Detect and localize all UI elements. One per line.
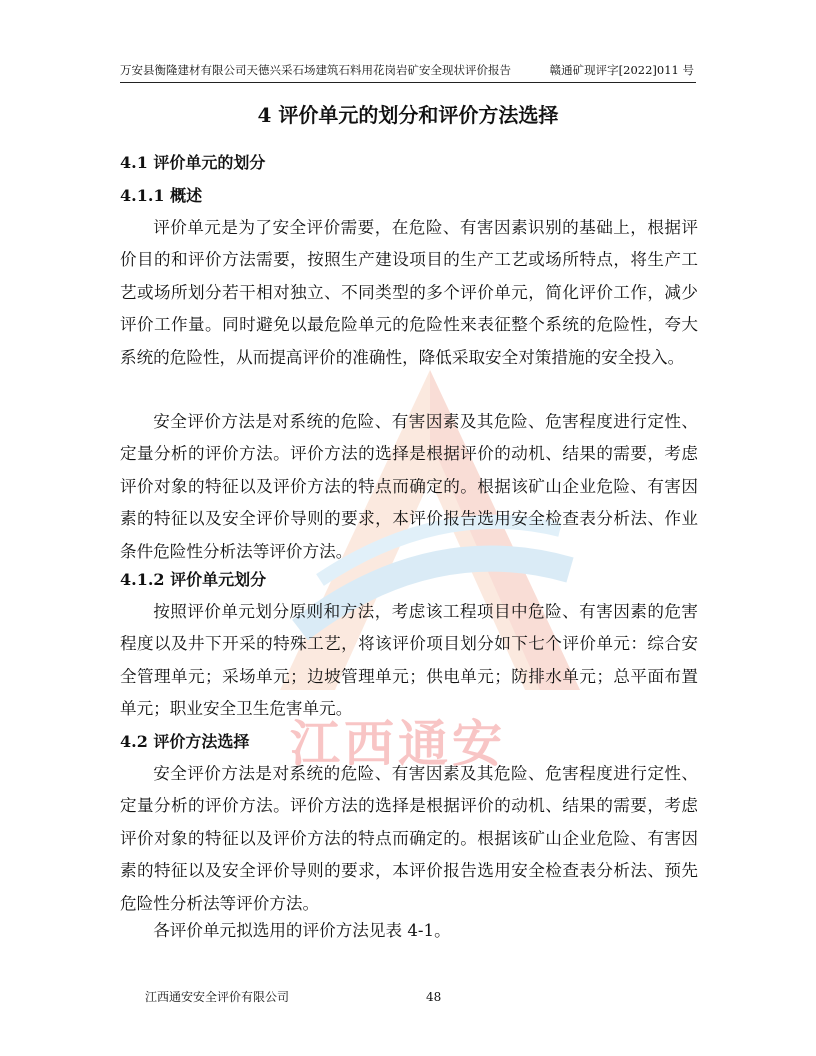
footer-company: 江西通安安全评价有限公司 [145,990,290,1004]
paragraph-method-selection: 安全评价方法是对系统的危险、有害因素及其危险、危害程度进行定性、定量分析的评价方法。评价方法的选择是根据评价的动机、结果的需要，考虑评价对象的特征以及评价方法的特点而确定的。根据该矿山企业危险、有害因素的特征以及安全评价导则的要求，本评价报告选用安全检查表分析法、预先危险性分析法等评价方法。 [120,764,698,913]
paragraph-overview-2: 安全评价方法是对系统的危险、有害因素及其危险、危害程度进行定性、定量分析的评价方法。评价方法的选择是根据评价的动机、结果的需要，考虑评价对象的特征以及评价方法的特点而确定的。根据该矿山企业危险、有害因素的特征以及安全评价导则的要求，本评价报告选用安全检查表分析法、作业条件危险性分析法等评价方法。 [120,412,698,561]
paragraph-table-reference: 各评价单元拟选用的评价方法见表 4-1。 [153,921,451,940]
chapter-title: 4 评价单元的划分和评价方法选择 [257,103,559,127]
section-4-1-heading: 4.1 评价单元的划分 [120,153,266,172]
section-4-1-1-heading: 4.1.1 概述 [120,186,203,205]
watermark-text: 江西通安 [290,715,506,773]
section-4-1-2-heading: 4.1.2 评价单元划分 [120,570,267,589]
page-number: 48 [426,990,442,1004]
page-header [120,60,696,83]
paragraph-overview-1: 评价单元是为了安全评价需要，在危险、有害因素识别的基础上，根据评价目的和评价方法需要，按照生产建设项目的生产工艺或场所特点，将生产工艺或场所划分若干相对独立、不同类型的多个评价单元，简化评价工作，减少评价工作量。同时避免以最危险单元的危险性来表征整个系统的危险性，夸大系统的危险性，从而提高评价的准确性，降低采取安全对策措施的安全投入。 [120,218,698,367]
paragraph-unit-division: 按照评价单元划分原则和方法，考虑该工程项目中危险、有害因素的危害程度以及井下开采的特殊工艺，将该评价项目划分如下七个评价单元：综合安全管理单元；采场单元；边坡管理单元；供电单元；防排水单元；总平面布置单元；职业安全卫生危害单元。 [120,602,698,719]
section-4-2-heading: 4.2 评价方法选择 [120,732,250,751]
header-report-title: 万安县衡隆建材有限公司天德兴采石场建筑石料用花岗岩矿安全现状评价报告 [120,63,511,77]
header-report-number: 赣通矿现评字[2022]011 号 [549,63,694,77]
